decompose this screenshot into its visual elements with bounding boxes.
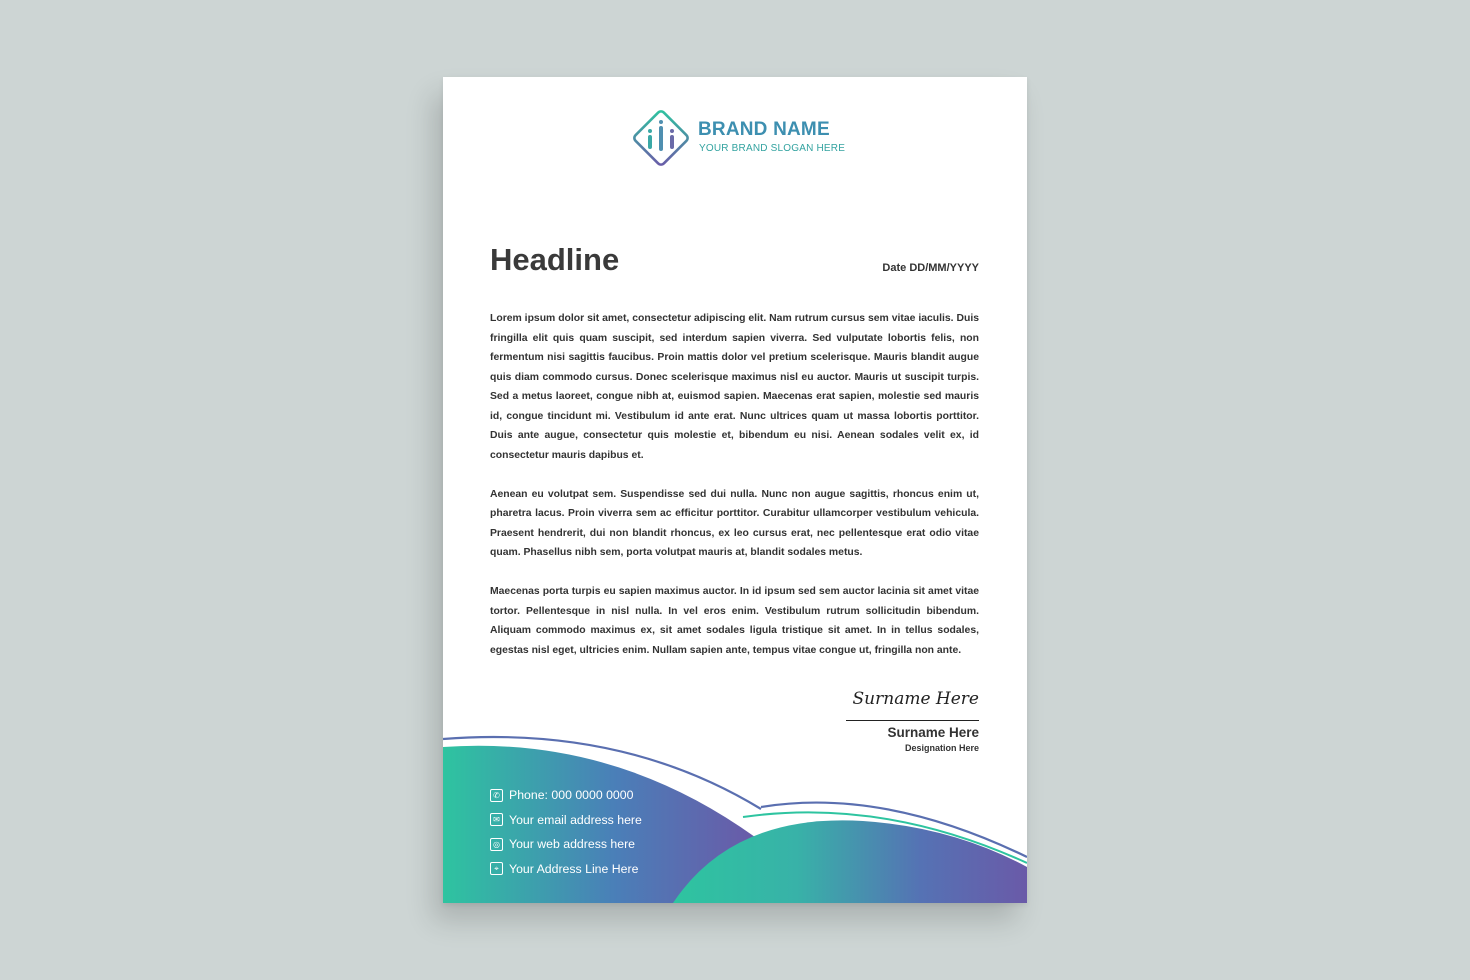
contact-address-text: Your Address Line Here: [509, 861, 639, 876]
contact-web-text: Your web address here: [509, 837, 636, 852]
letter-body: [490, 309, 979, 680]
contact-phone[interactable]: [490, 783, 642, 808]
brand-mark-icon: [631, 107, 693, 171]
letterhead-page: [443, 77, 1027, 903]
handwritten-signature: Surname Here: [852, 689, 979, 709]
contact-address[interactable]: [490, 857, 642, 882]
body-paragraph: Maecenas porta turpis eu sapien maximus auctor. In id ipsum sed sem auctor lacinia sit amet vitae tortor. Pellentesque in nisl nulla. In vel eros enim. Vestibulum rutrum sollicitudin bibendum. Aliquam commodo maximus ex, sit amet sodales ligula tristique sit amet. In in tellus sodales, egestas nisl eget, ultricies enim. Nullam sapien ante, tempus vitae congue ut, fringilla non ante.: [490, 586, 979, 656]
contact-email[interactable]: [490, 808, 642, 833]
signer-designation: Designation Here: [904, 743, 979, 753]
contact-phone-text: Phone: 000 0000 0000: [509, 788, 634, 803]
date-field: Date DD/MM/YYYY: [882, 262, 979, 274]
brand-name: BRAND NAME: [698, 119, 830, 140]
phone-icon: ✆: [490, 789, 503, 802]
location-icon: ⌖: [490, 862, 503, 875]
email-icon: ✉: [490, 813, 503, 826]
signer-name: Surname Here: [887, 725, 979, 740]
brand-logo: [631, 107, 861, 171]
web-icon: ◎: [490, 838, 503, 851]
contact-list: [490, 783, 642, 881]
body-paragraph: Lorem ipsum dolor sit amet, consectetur adipiscing elit. Nam rutrum cursus sem vitae iaculis. Duis fringilla elit quis quam suscipit, sed interdum sapien viverra. Sed vulputate lobortis felis, non fermentum nisi sagittis faucibus. Proin mattis dolor vel pretium scelerisque. Mauris blandit augue quis diam commodo cursus. Donec scelerisque maximus nisl eu auctor. Mauris ut suscipit turpis. Sed a metus laoreet, congue nibh at, euismod sapien. Maecenas erat sapien, molestie sed mauris id, congue tincidunt mi. Vestibulum id ante erat. Nunc ultrices quam ut massa lobortis porttitor. Duis ante augue, consectetur quis molestie et, bibendum eu nisi. Aenean sodales velit ex, id consectetur mauris dapibus et.: [490, 313, 979, 461]
headline: Headline: [490, 242, 620, 277]
contact-web[interactable]: [490, 832, 642, 857]
body-paragraph: Aenean eu volutpat sem. Suspendisse sed dui nulla. Nunc non augue sagittis, rhoncus enim ut, pharetra lacus. Proin viverra sem ac efficitur porttitor. Curabitur ullamcorper vestibulum vehicula. Praesent hendrerit, dui non blandit rhoncus, ex leo cursus erat, nec pellentesque erat odio vitae quam. Phasellus nibh sem, porta volutpat mauris at, blandit sodales metus.: [490, 488, 979, 558]
brand-slogan: YOUR BRAND SLOGAN HERE: [699, 143, 846, 154]
contact-email-text: Your email address here: [509, 812, 642, 827]
